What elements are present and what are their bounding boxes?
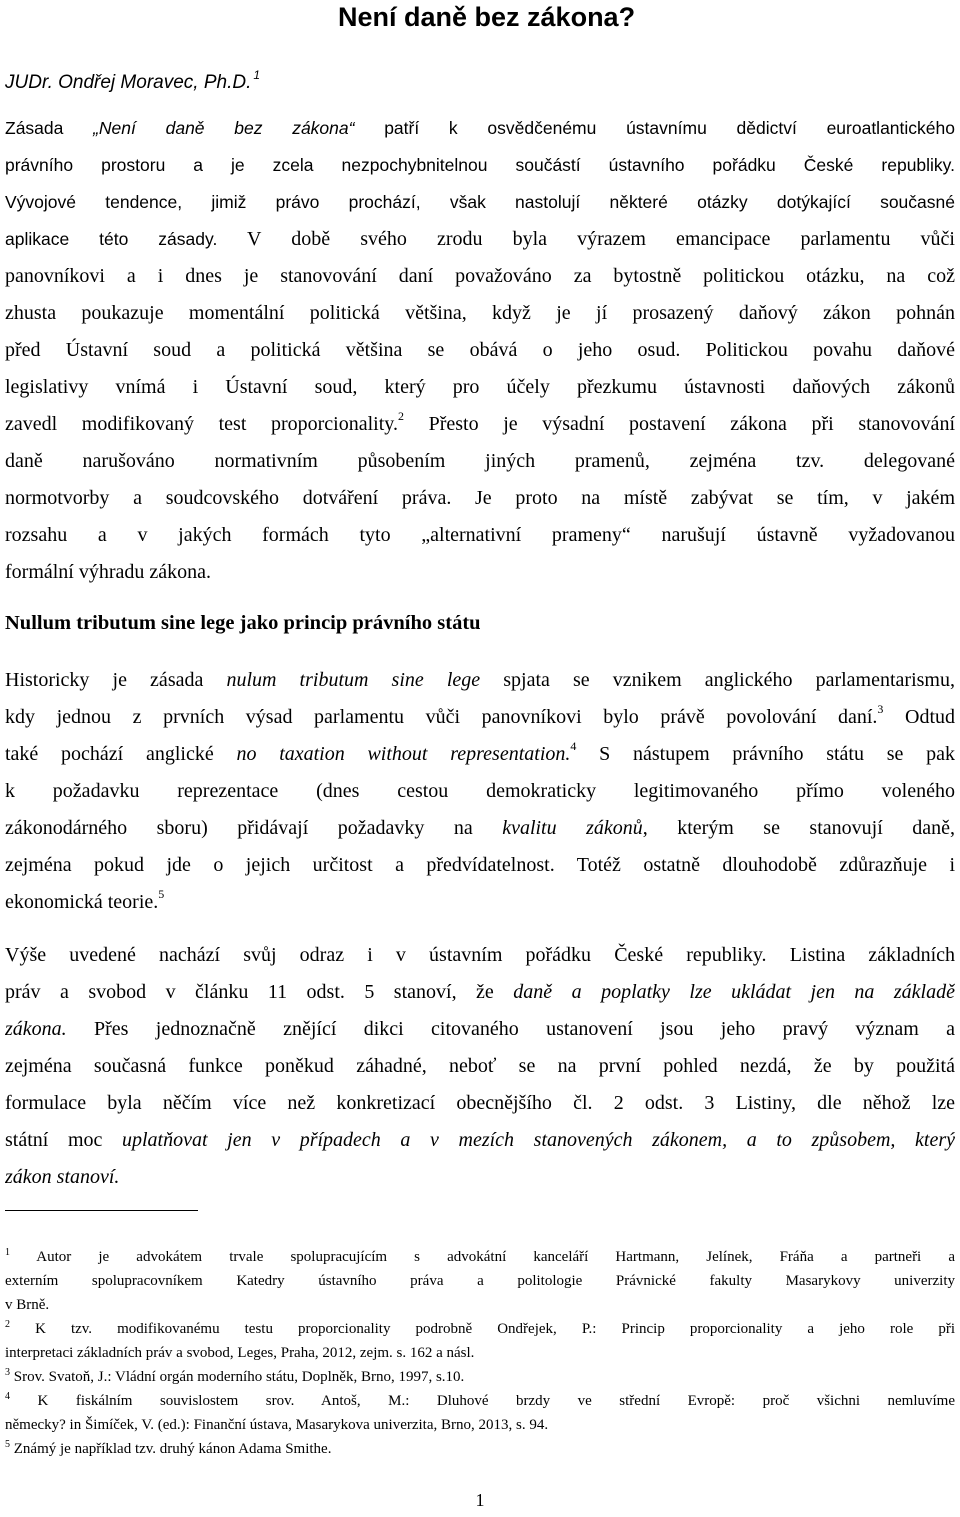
text-line: státní moc uplatňovat jen v případech a v mezích stanovených zákonem, a to způsobem, který xyxy=(5,1129,955,1151)
text-line: legislativy vnímá i Ústavní soud, který pro účely přezkumu ústavnosti daňových zákonů xyxy=(5,376,955,398)
author-footnote-ref[interactable]: 1 xyxy=(253,68,261,82)
footnote-separator xyxy=(5,1210,198,1211)
history-paragraph xyxy=(5,662,955,921)
text-line: zhusta poukazuje momentální politická většina, když je jí prosazený daňový zákon pohnán xyxy=(5,302,955,324)
text-line: Zásada „Není daně bez zákona“ patří k osvědčenému ústavnímu dědictví euroatlantického xyxy=(5,118,955,138)
text-line: normotvorby a soudcovského dotváření práva. Je proto na místě zabývat se tím, v jakém xyxy=(5,487,955,509)
author-name: JUDr. Ondřej Moravec, Ph.D. xyxy=(5,72,252,93)
footnote-line: v Brně. xyxy=(5,1297,50,1313)
text-line: Vývojové tendence, jimiž právo prochází, však nastolují některé otázky dotýkající současné xyxy=(5,192,955,212)
text-line: zákonodárného sboru) přidávají požadavky na kvalitu zákonů, kterým se stanovují daně, xyxy=(5,817,955,839)
text-line: také pochází anglické no taxation without representation.$^4$ S nástupem právního státu se pak xyxy=(5,739,955,765)
intro-paragraph xyxy=(5,110,955,591)
author-line xyxy=(5,62,260,96)
footnotes xyxy=(5,1245,955,1461)
footnote-line: interpretaci základních práv a svobod, Leges, Praha, 2012, zejm. s. 162 a násl. xyxy=(5,1345,475,1361)
section-heading: Nullum tributum sine lege jako princip právního státu xyxy=(5,612,481,634)
text-line: před Ústavní soud a politická většina se obává o jeho osud. Politickou povahu daňové xyxy=(5,339,955,361)
text-line: Výše uvedené nachází svůj odraz i v ústavním pořádku České republiky. Listina základních xyxy=(5,944,955,966)
text-line: daně narušováno normativním působením jiných pramenů, zejména tzv. delegované xyxy=(5,450,955,472)
text-line: kdy jednou z prvních výsad parlamentu vůči panovníkovi bylo právě povolování daní.$^3$ Odtud xyxy=(5,702,955,728)
footnote-number: 1 xyxy=(5,1247,10,1258)
footnote-line: $^5$ Známý je například tzv. druhý kánon Adama Smithe. xyxy=(5,1439,332,1457)
constitution-paragraph xyxy=(5,937,955,1196)
footnote-line: $^1$ Autor je advokátem trvale spolupracujícím s advokátní kanceláří Hartmann, Jelínek, Fráňa a partneři a xyxy=(5,1247,955,1265)
footnote-ref[interactable]: 3 xyxy=(877,702,884,716)
page-number: 1 xyxy=(475,1490,485,1510)
text-line: Historicky je zásada nulum tributum sine lege spjata se vznikem anglického parlamentarismu, xyxy=(5,669,955,691)
footnote-line: německy? in Šimíček, V. (ed.): Finanční ústava, Masarykova univerzita, Brno, 2013, s. 94. xyxy=(5,1417,549,1433)
footnote-line: $^4$ K fiskálním souvislostem srov. Antoš, M.: Dluhové brzdy ve střední Evropě: proč všichni nemluvíme xyxy=(5,1391,955,1409)
footnote-line: $^2$ K tzv. modifikovanému testu proporcionality podrobně Ondřejek, P.: Princip proporcionality a jeho role při xyxy=(5,1319,955,1337)
footnote-number: 3 xyxy=(5,1367,10,1378)
footnote-line: $^3$ Srov. Svatoň, J.: Vládní orgán moderního státu, Doplněk, Brno, 1997, s.10. xyxy=(5,1367,465,1385)
text-line: aplikace této zásady. V době svého zrodu byla výrazem emancipace parlamentu vůči xyxy=(5,228,955,250)
footnote-ref[interactable]: 5 xyxy=(158,887,165,901)
text-line: práv a svobod v článku 11 odst. 5 stanoví, že daně a poplatky lze ukládat jen na základě xyxy=(5,981,955,1003)
text-line: zejména současná funkce poněkud záhadné, neboť se na první pohled nezdá, že by použitá xyxy=(5,1055,955,1077)
text-line: ekonomická teorie.$^5$ xyxy=(5,887,165,913)
text-line: panovníkovi a i dnes je stanovování daní považováno za bytostně politickou otázku, na což xyxy=(5,265,955,287)
footnote-ref[interactable]: 2 xyxy=(397,409,404,423)
footnote-ref[interactable]: 4 xyxy=(570,739,577,753)
text-line: formální výhradu zákona. xyxy=(5,561,212,583)
text-line: k požadavku reprezentace (dnes cestou demokraticky legitimovaného přímo voleného xyxy=(5,780,955,802)
footnote-number: 2 xyxy=(5,1319,10,1330)
footnote-line: externím spolupracovníkem Katedry ústavního práva a politologie Právnické fakulty Masarykovy univerzity xyxy=(5,1273,955,1289)
text-line: formulace byla něčím více než konkretizací obecnějšího čl. 2 odst. 3 Listiny, dle něhož lze xyxy=(5,1092,955,1114)
document-title: Není daně bez zákona? xyxy=(338,2,636,32)
text-line: zavedl modifikovaný test proporcionality.$^2$ Přesto je výsadní postavení zákona při stanovování xyxy=(5,409,955,435)
text-line: rozsahu a v jakých formách tyto „alternativní prameny“ narušují ústavně vyžadovanou xyxy=(5,524,955,546)
text-line: zákona. Přes jednoznačně znějící dikci citovaného ustanovení jsou jeho pravý význam a xyxy=(5,1018,955,1040)
footnote-number: 5 xyxy=(5,1439,10,1450)
text-line: zejména pokud jde o jejich určitost a předvídatelnost. Totéž ostatně dlouhodobě zdůrazňuje i xyxy=(5,854,955,876)
footnote-number: 4 xyxy=(5,1391,10,1402)
text-line: právního prostoru a je zcela nezpochybnitelnou součástí ústavního pořádku České republiky. xyxy=(5,155,955,175)
text-line: zákon stanoví. xyxy=(5,1166,120,1188)
